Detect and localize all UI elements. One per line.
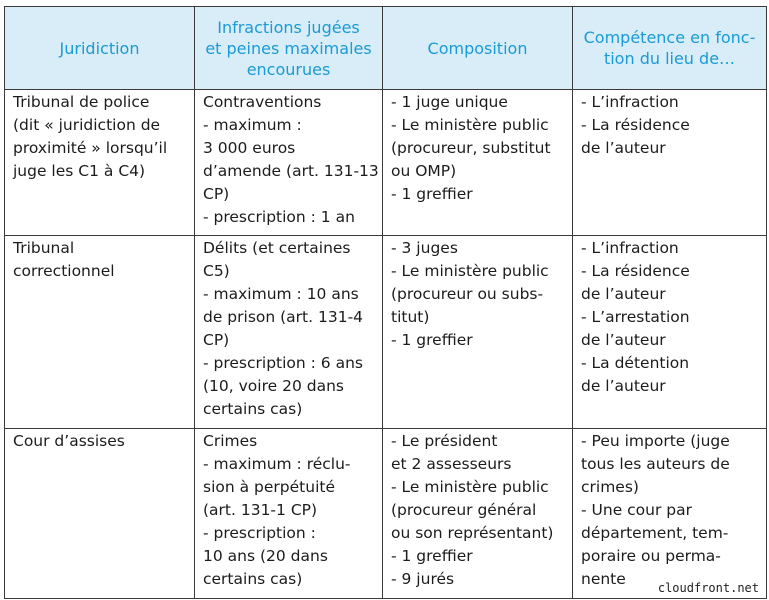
header-line: Composition [427,38,528,58]
cell-line: - L’infraction [581,239,679,257]
cell-line: ou son représentant) [391,524,554,542]
cell-line: (10, voire 20 dans [203,377,344,395]
cell-line: - maximum : 10 ans [203,285,359,303]
table-body [5,90,767,599]
cell-line: (procureur général [391,501,537,519]
cell-line: d’amende (art. 131-13 [203,162,379,180]
cell-line: - 1 greffier [391,547,473,565]
cell-line: - prescription : 6 ans [203,354,363,372]
cell-line: - prescription : [203,524,316,542]
header-line: et peines maximales [205,38,372,58]
jurisdiction-table [4,6,767,599]
cell-line: - maximum : réclu- [203,455,351,473]
cell-line: - Une cour par [581,501,692,519]
cell-line: - 3 juges [391,239,458,257]
cell-line: (dit « juridiction de [13,116,161,134]
header-juridiction [5,7,195,90]
header-competence [573,7,767,90]
cell-line: 3 000 euros [203,139,296,157]
cell-line: - Le ministère public [391,262,549,280]
watermark: cloudfront.net [657,581,759,595]
cell-line: Contraventions [203,93,322,111]
cell-infractions [195,429,383,599]
cell-line: département, tem- [581,524,729,542]
cell-line: tous les auteurs de [581,455,730,473]
cell-line: C5) [203,262,230,280]
cell-competence [573,429,767,599]
cell-juridiction [5,236,195,429]
cell-line: - Peu importe (juge [581,432,730,450]
cell-line: Cour d’assises [13,432,125,450]
cell-infractions [195,90,383,236]
cell-line: ou OMP) [391,162,457,180]
table-row [5,429,767,599]
cell-line: Délits (et certaines [203,239,351,257]
cell-line: CP) [203,185,230,203]
cell-line: - Le ministère public [391,478,549,496]
cell-line: - prescription : 1 an [203,208,355,226]
cell-line: et 2 assesseurs [391,455,512,473]
cell-line: (art. 131-1 CP) [203,501,318,519]
table-header-row [5,7,767,90]
table-row [5,90,767,236]
cell-line: certains cas) [203,570,303,588]
header-line: Compétence en fonc- [583,28,756,47]
cell-line: - maximum : [203,116,302,134]
cell-line: de l’auteur [581,285,666,303]
cell-competence [573,90,767,236]
cell-line: correctionnel [13,262,115,280]
cell-line: poraire ou perma- [581,547,721,565]
header-line: tion du lieu de… [603,49,736,68]
header-line: encourues [246,59,331,79]
cell-line: - 1 greffier [391,185,473,203]
header-line: Juridiction [59,38,140,58]
header-line: Infractions jugées [217,17,360,37]
cell-line: titut) [391,308,430,326]
header-infractions [195,7,383,90]
cell-line: 10 ans (20 dans [203,547,328,565]
cell-infractions [195,236,383,429]
cell-line: CP) [203,331,230,349]
cell-line: - L’infraction [581,93,679,111]
cell-line: - La résidence [581,116,690,134]
cell-line: - La détention [581,354,690,372]
cell-line: proximité » lorsqu’il [13,139,168,157]
cell-line: nente [581,570,626,588]
cell-line: juge les C1 à C4) [13,162,146,180]
cell-juridiction [5,429,195,599]
cell-line: Tribunal de police [13,93,150,111]
cell-line: - L’arrestation [581,308,690,326]
cell-line: (procureur, substitut [391,139,551,157]
cell-line: - Le ministère public [391,116,549,134]
cell-line: - 1 juge unique [391,93,508,111]
cell-line: certains cas) [203,400,303,418]
cell-line: de prison (art. 131-4 [203,308,364,326]
table-row [5,236,767,429]
cell-composition [383,236,573,429]
cell-line: - 9 jurés [391,570,455,588]
cell-line: - 1 greffier [391,331,473,349]
cell-line: de l’auteur [581,377,666,395]
header-composition [383,7,573,90]
cell-line: crimes) [581,478,639,496]
cell-competence [573,236,767,429]
cell-line: de l’auteur [581,139,666,157]
cell-line: (procureur ou subs- [391,285,544,303]
cell-line: Tribunal [13,239,75,257]
cell-line: - La résidence [581,262,690,280]
cell-composition [383,90,573,236]
cell-composition [383,429,573,599]
cell-line: sion à perpétuité [203,478,335,496]
cell-juridiction [5,90,195,236]
cell-line: Crimes [203,432,258,450]
cell-line: - Le président [391,432,498,450]
cell-line: de l’auteur [581,331,666,349]
